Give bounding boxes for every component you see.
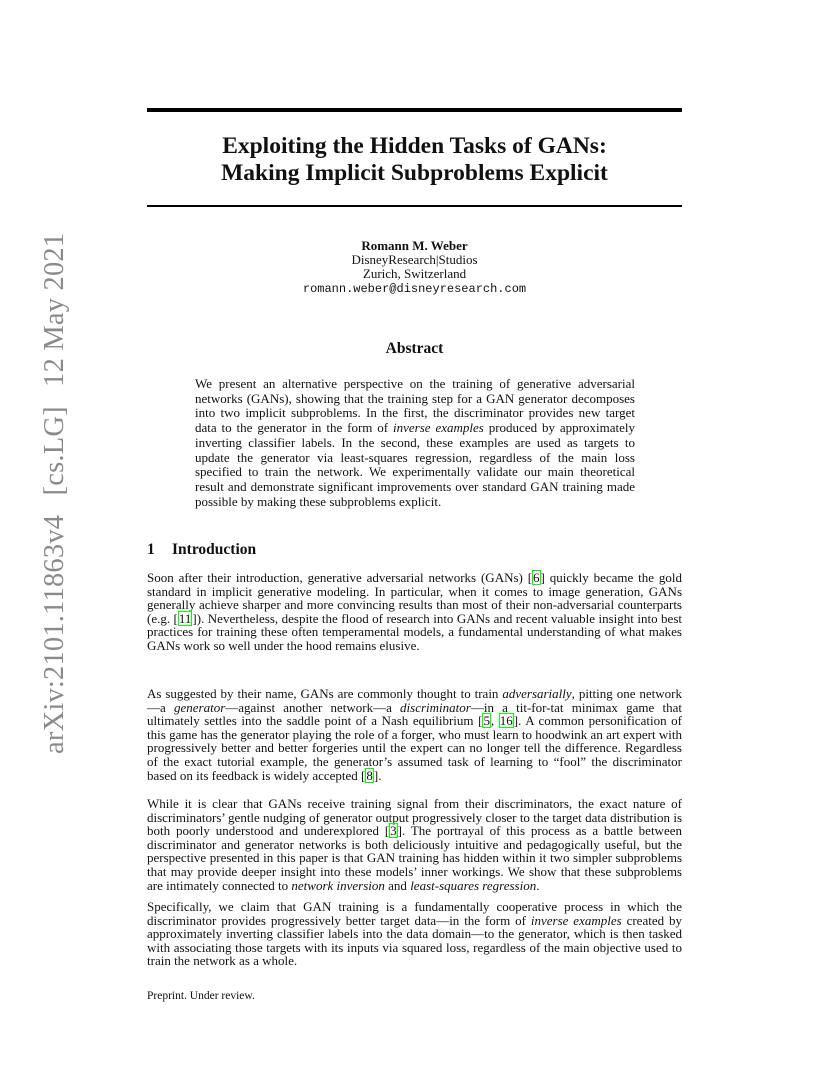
paragraph-text: , <box>490 713 499 729</box>
abstract-text: produced by approximately inverting classifier labels. In the second, these examples are used as targets to update the generator via least-squares regression, regardless of the main loss specified to train the network. We experimentally validate our main theoretical result and demonstrate significant improvements over standard GAN training made possible by making these subproblems explicit. <box>195 420 635 509</box>
paragraph-1 <box>147 571 682 653</box>
section-title: Introduction <box>172 541 257 558</box>
abstract-emphasis: inverse examples <box>393 420 484 436</box>
emphasis: least-squares regression <box>410 877 537 893</box>
paragraph-text: and <box>384 877 411 893</box>
title-line-2: Making Implicit Subproblems Explicit <box>221 160 608 186</box>
emphasis: network inversion <box>291 877 385 893</box>
citation-link[interactable]: 16 <box>499 713 513 729</box>
paper-title <box>147 133 682 187</box>
arxiv-category: [cs.LG] <box>39 406 70 496</box>
arxiv-id: arXiv:2101.11863v4 <box>39 514 70 754</box>
paragraph-text: , pitting one network—a <box>147 686 682 715</box>
section-heading <box>147 541 682 559</box>
paragraph-text: . <box>536 877 540 893</box>
emphasis: inverse examples <box>530 912 622 928</box>
citation-link[interactable]: 5 <box>483 713 490 729</box>
arxiv-date: 12 May 2021 <box>39 232 70 387</box>
abstract-text: We present an alternative perspective on the training of generative adversarial networks (GANs), showing that the training step for a GAN generator decomposes into two implicit subproblems. In the first, the discriminator provides new target data to the generator in the form of <box>195 376 635 436</box>
paragraph-text: While it is clear that GANs receive training signal from their discriminators, the exact nature of discriminators’ gentle nudging of generator output progressively closer to the target data distribution is both poorly understood and underexplored [ <box>147 796 682 839</box>
paragraph-text: Specifically, we claim that GAN training is a fundamentally cooperative process in which the discriminator provides progressively better target data—in the form of <box>147 899 682 928</box>
title-top-rule <box>147 108 682 112</box>
citation-link[interactable]: 11 <box>178 610 192 626</box>
paragraph-4 <box>147 900 682 968</box>
paragraph-text: ]). Nevertheless, despite the flood of research into GANs and recent valuable insight into best practices for training these often temperamental models, a fundamental understanding of what makes GANs work so well under the hood remains elusive. <box>147 610 682 653</box>
abstract-body <box>195 377 635 509</box>
emphasis: discriminator <box>400 699 471 715</box>
author-affiliation: DisneyResearch|Studios <box>351 252 478 268</box>
emphasis: adversarially <box>502 686 572 701</box>
title-bottom-rule <box>147 205 682 207</box>
author-location: Zurich, Switzerland <box>362 266 467 282</box>
paragraph-text: —in a tit-for-tat minimax game that ultimately settles into the saddle point of a Nash equilibrium [ <box>147 699 682 729</box>
paragraph-text: —against another network—a <box>225 699 401 715</box>
paragraph-text: created by approximately inverting classifier labels into the data domain—to the generator, which is then tasked with associating those targets with its inputs via squared loss, regardless of the main objective used to train the network as a whole. <box>147 912 682 969</box>
paragraph-text: ]. The portrayal of this process as a battle between discriminator and generator networks is both deliciously intuitive and pedagogically useful, but the perspective presented in this paper is that GAN training has hidden within it two simpler subproblems that may provide deeper insight into these models’ inner workings. We show that these subproblems are intimately connected to <box>147 823 682 893</box>
footer-note: Preprint. Under review. <box>147 990 255 1002</box>
arxiv-stamp <box>35 232 75 760</box>
title-line-1: Exploiting the Hidden Tasks of GANs: <box>222 133 607 159</box>
author-name: Romann M. Weber <box>361 238 468 253</box>
citation-link[interactable]: 8 <box>366 767 373 783</box>
citation-link[interactable]: 3 <box>390 823 397 839</box>
author-email[interactable]: romann.weber@disneyresearch.com <box>302 281 527 296</box>
paragraph-text: ]. <box>373 767 382 783</box>
section-number: 1 <box>147 541 155 558</box>
paragraph-3 <box>147 797 682 892</box>
paragraph-text: As suggested by their name, GANs are commonly thought to train <box>147 686 503 701</box>
emphasis: generator <box>173 699 226 715</box>
paragraph-2 <box>147 687 682 782</box>
author-block <box>147 239 682 296</box>
paragraph-text: ] quickly became the gold standard in implicit generative modeling. In particular, when it comes to image generation, GANs generally achieve sharper and more convincing results than most of their non-adversarial counterparts (e.g. [ <box>147 570 682 626</box>
paragraph-text: Soon after their introduction, generative adversarial networks (GANs) [ <box>147 570 533 585</box>
abstract-heading: Abstract <box>385 340 444 357</box>
paragraph-text: ]. A common personification of this game has the generator playing the role of a forger, who must learn to hoodwink an art expert with progressively better and better forgeries until the expert can no longer tell the difference. Regardless of the exact tutorial example, the generator’s assumed task of learning to “fool” the discriminator based on its feedback is widely accepted [ <box>147 713 682 783</box>
citation-link[interactable]: 6 <box>533 570 540 585</box>
